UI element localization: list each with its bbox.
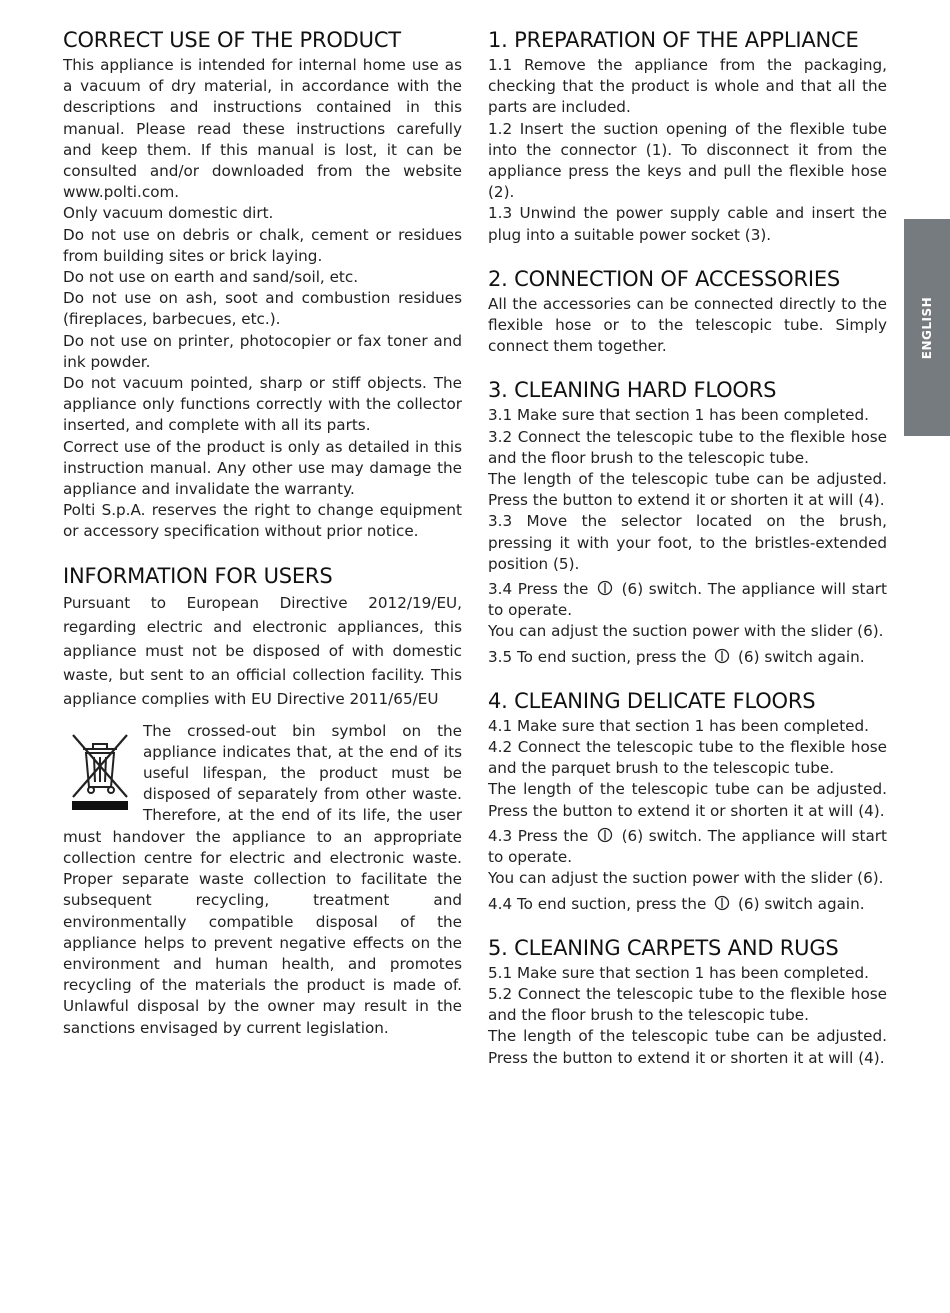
section-2-heading: 2. CONNECTION OF ACCESSORIES bbox=[488, 266, 841, 291]
power-switch-icon bbox=[714, 648, 730, 664]
section-3-step bbox=[488, 579, 887, 621]
power-switch-icon bbox=[714, 895, 730, 911]
right-column bbox=[488, 27, 887, 1069]
section-4-step: 4.2 Connect the telescopic tube to the flexible hose and the parquet brush to the telescopic tube. bbox=[488, 738, 887, 778]
correct-use-item: Only vacuum domestic dirt. bbox=[63, 204, 274, 223]
section-5-step: The length of the telescopic tube can be adjusted. Press the button to extend it or shorten it at will (4). bbox=[488, 1027, 887, 1067]
section-3-step bbox=[488, 647, 887, 668]
section-3-step: You can adjust the suction power with the slider (6). bbox=[488, 622, 884, 641]
step-text: 4.3 Press the bbox=[488, 826, 589, 845]
step-text: (6) switch again. bbox=[738, 647, 865, 666]
section-3-step: 3.1 Make sure that section 1 has been completed. bbox=[488, 406, 869, 425]
section-4-heading: 4. CLEANING DELICATE FLOORS bbox=[488, 688, 816, 713]
info-users-heading: INFORMATION FOR USERS bbox=[63, 563, 333, 588]
correct-use-item: Do not use on earth and sand/soil, etc. bbox=[63, 268, 359, 287]
section-3-step: The length of the telescopic tube can be adjusted. Press the button to extend it or shorten it at will (4). bbox=[488, 470, 887, 510]
language-tab bbox=[904, 219, 950, 436]
section-4-step bbox=[488, 894, 887, 915]
section-4-step: The length of the telescopic tube can be adjusted. Press the button to extend it or shorten it at will (4). bbox=[488, 780, 887, 820]
power-switch-icon bbox=[597, 580, 613, 596]
section-4-step bbox=[488, 826, 887, 868]
step-text: 3.5 To end suction, press the bbox=[488, 647, 707, 666]
step-text: (6) switch again. bbox=[738, 894, 865, 913]
section-1-step: 1.2 Insert the suction opening of the flexible tube into the connector (1). To disconnect it from the appliance press the keys and pull the flexible hose (2). bbox=[488, 119, 887, 202]
section-3-heading: 3. CLEANING HARD FLOORS bbox=[488, 378, 777, 403]
section-3-step: 3.2 Connect the telescopic tube to the flexible hose and the floor brush to the telescopic tube. bbox=[488, 427, 887, 467]
language-tab-label: ENGLISH bbox=[920, 296, 934, 359]
info-users-directive: Pursuant to European Directive 2012/19/EU, regarding electric and electronic appliances, this appliance must not be disposed of with domestic waste, but sent to an official collection facility. This appliance complies with EU Directive 2011/65/EU bbox=[63, 593, 462, 708]
left-column bbox=[63, 27, 462, 1039]
section-3-step: 3.3 Move the selector located on the brush, pressing it with your foot, to the bristles-extended position (5). bbox=[488, 512, 887, 573]
info-users-bin-text: The crossed-out bin symbol on the appliance indicates that, at the end of its useful lifespan, the product must be disposed of separately from other waste. Therefore, at the end of its life, the user must handover the appliance to an appropriate collection centre for electric and electronic waste. Proper separate waste collection to facilitate the subsequent recycling, treatment and environmentally compatible disposal of the appliance helps to prevent negative effects on the environment and human health, and promotes recycling of the materials the product is made of. Unlawful disposal by the owner may result in the sanctions envisaged by current legislation. bbox=[63, 721, 462, 1037]
correct-use-item: Do not use on debris or chalk, cement or residues from building sites or brick laying. bbox=[63, 225, 462, 265]
section-5-step: 5.2 Connect the telescopic tube to the flexible hose and the floor brush to the telescopic tube. bbox=[488, 984, 887, 1025]
correct-use-item: Do not use on ash, soot and combustion residues (fireplaces, barbecues, etc.). bbox=[63, 289, 462, 329]
correct-use-intro: This appliance is intended for internal home use as a vacuum of dry material, in accordance with the descriptions and instructions contained in this manual. Please read these instructions carefully and keep them. If this manual is lost, it can be consulted and/or downloaded from the website www.polti.com. bbox=[63, 56, 462, 202]
section-4-step: You can adjust the suction power with the slider (6). bbox=[488, 869, 884, 888]
correct-use-item: Correct use of the product is only as detailed in this instruction manual. Any other use may damage the appliance and invalidate the warranty. bbox=[63, 437, 462, 499]
correct-use-heading: CORRECT USE OF THE PRODUCT bbox=[63, 28, 401, 52]
step-text: (6) switch. The appliance will start to operate. bbox=[488, 580, 887, 620]
step-text: 4.4 To end suction, press the bbox=[488, 894, 707, 913]
crossed-out-bin-icon bbox=[69, 727, 131, 811]
correct-use-item: Do not use on printer, photocopier or fax toner and ink powder. bbox=[63, 331, 462, 371]
section-1-step: 1.3 Unwind the power supply cable and insert the plug into a suitable power socket (3). bbox=[488, 204, 887, 244]
step-text: (6) switch. The appliance will start to operate. bbox=[488, 826, 887, 867]
correct-use-item: Polti S.p.A. reserves the right to change equipment or accessory specification without prior notice. bbox=[63, 501, 462, 541]
section-2-text: All the accessories can be connected directly to the flexible hose or to the telescopic tube. Simply connect them together. bbox=[488, 294, 887, 356]
section-1-heading: 1. PREPARATION OF THE APPLIANCE bbox=[488, 28, 859, 52]
section-4-step: 4.1 Make sure that section 1 has been completed. bbox=[488, 716, 869, 735]
correct-use-item: Do not vacuum pointed, sharp or stiff objects. The appliance only functions correctly with the collector inserted, and complete with all its parts. bbox=[63, 374, 462, 435]
power-switch-icon bbox=[597, 827, 613, 843]
step-text: 3.4 Press the bbox=[488, 580, 589, 599]
section-1-step: 1.1 Remove the appliance from the packaging, checking that the product is whole and that all the parts are included. bbox=[488, 56, 887, 117]
section-5-heading: 5. CLEANING CARPETS AND RUGS bbox=[488, 935, 839, 960]
section-5-step: 5.1 Make sure that section 1 has been completed. bbox=[488, 963, 869, 982]
